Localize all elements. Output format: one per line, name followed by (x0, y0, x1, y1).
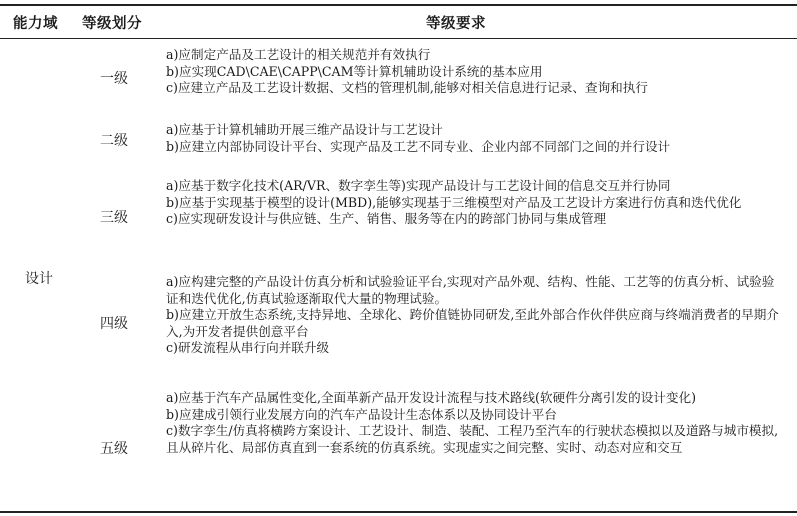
requirement-item: b)应建成引领行业发展方向的汽车产品设计生态体系以及协同设计平台 (166, 406, 557, 422)
header-rule (0, 38, 797, 39)
level-cell-1: 一级 (100, 71, 128, 87)
level-cell-3: 三级 (100, 210, 128, 226)
domain-cell: 设计 (25, 271, 53, 287)
level-cell-4: 四级 (100, 316, 128, 332)
header-requirement: 等级要求 (426, 16, 486, 32)
requirement-item: a)应制定产品及工艺设计的相关规范并有效执行 (166, 47, 431, 62)
level-cell-5: 五级 (100, 441, 128, 457)
level-cell-2: 二级 (100, 133, 128, 149)
requirement-cell-4 (166, 274, 786, 357)
requirement-cell-2 (166, 122, 786, 155)
requirement-item: c)数字孪生/仿真将横跨方案设计、工艺设计、制造、装配、工程乃至汽车的行驶状态模拟以及道路与城市模拟,且从碎片化、局部仿真直到一套系统的仿真系统。实现虚实之间完整、实时、动态对应和交互 (166, 423, 779, 455)
requirement-item: b)应建立内部协同设计平台、实现产品及工艺不同专业、企业内部不同部门之间的并行设计 (166, 138, 671, 154)
requirement-cell-1 (166, 47, 786, 97)
header-domain: 能力域 (13, 16, 58, 32)
requirement-item: a)应基于汽车产品属性变化,全面革新产品开发设计流程与技术路线(软硬件分离引发的设计变化) (166, 390, 697, 405)
requirement-item: b)应实现CAD\CAE\CAPP\CAM等计算机辅助设计系统的基本应用 (166, 63, 543, 79)
table-top-rule (0, 4, 797, 6)
requirement-item: c)应实现研发设计与供应链、生产、销售、服务等在内的跨部门协同与集成管理 (166, 211, 607, 226)
requirement-item: c)研发流程从串行向并联升级 (166, 340, 330, 355)
requirement-item: a)应基于计算机辅助开展三维产品设计与工艺设计 (166, 122, 443, 137)
requirement-item: c)应建立产品及工艺设计数据、文档的管理机制,能够对相关信息进行记录、查询和执行 (166, 80, 648, 95)
header-level: 等级划分 (82, 16, 142, 32)
requirement-cell-5 (166, 390, 786, 456)
requirement-cell-3 (166, 178, 786, 228)
table-bottom-rule (0, 511, 797, 513)
requirement-item: b)应建立开放生态系统,支持异地、全球化、跨价值链协同研发,至此外部合作伙伴供应商与终端消费者的早期介入,为开发者提供创意平台 (166, 307, 779, 339)
requirement-item: a)应基于数字化技术(AR/VR、数字孪生等)实现产品设计与工艺设计间的信息交互并行协同 (166, 178, 671, 193)
requirement-item: b)应基于实现基于模型的设计(MBD),能够实现基于三维模型对产品及工艺设计方案进行仿真和迭代优化 (166, 194, 742, 210)
requirement-item: a)应构建完整的产品设计仿真分析和试验验证平台,实现对产品外观、结构、性能、工艺等的仿真分析、试验验证和迭代优化,仿真试验逐渐取代大量的物理试验。 (166, 274, 775, 306)
